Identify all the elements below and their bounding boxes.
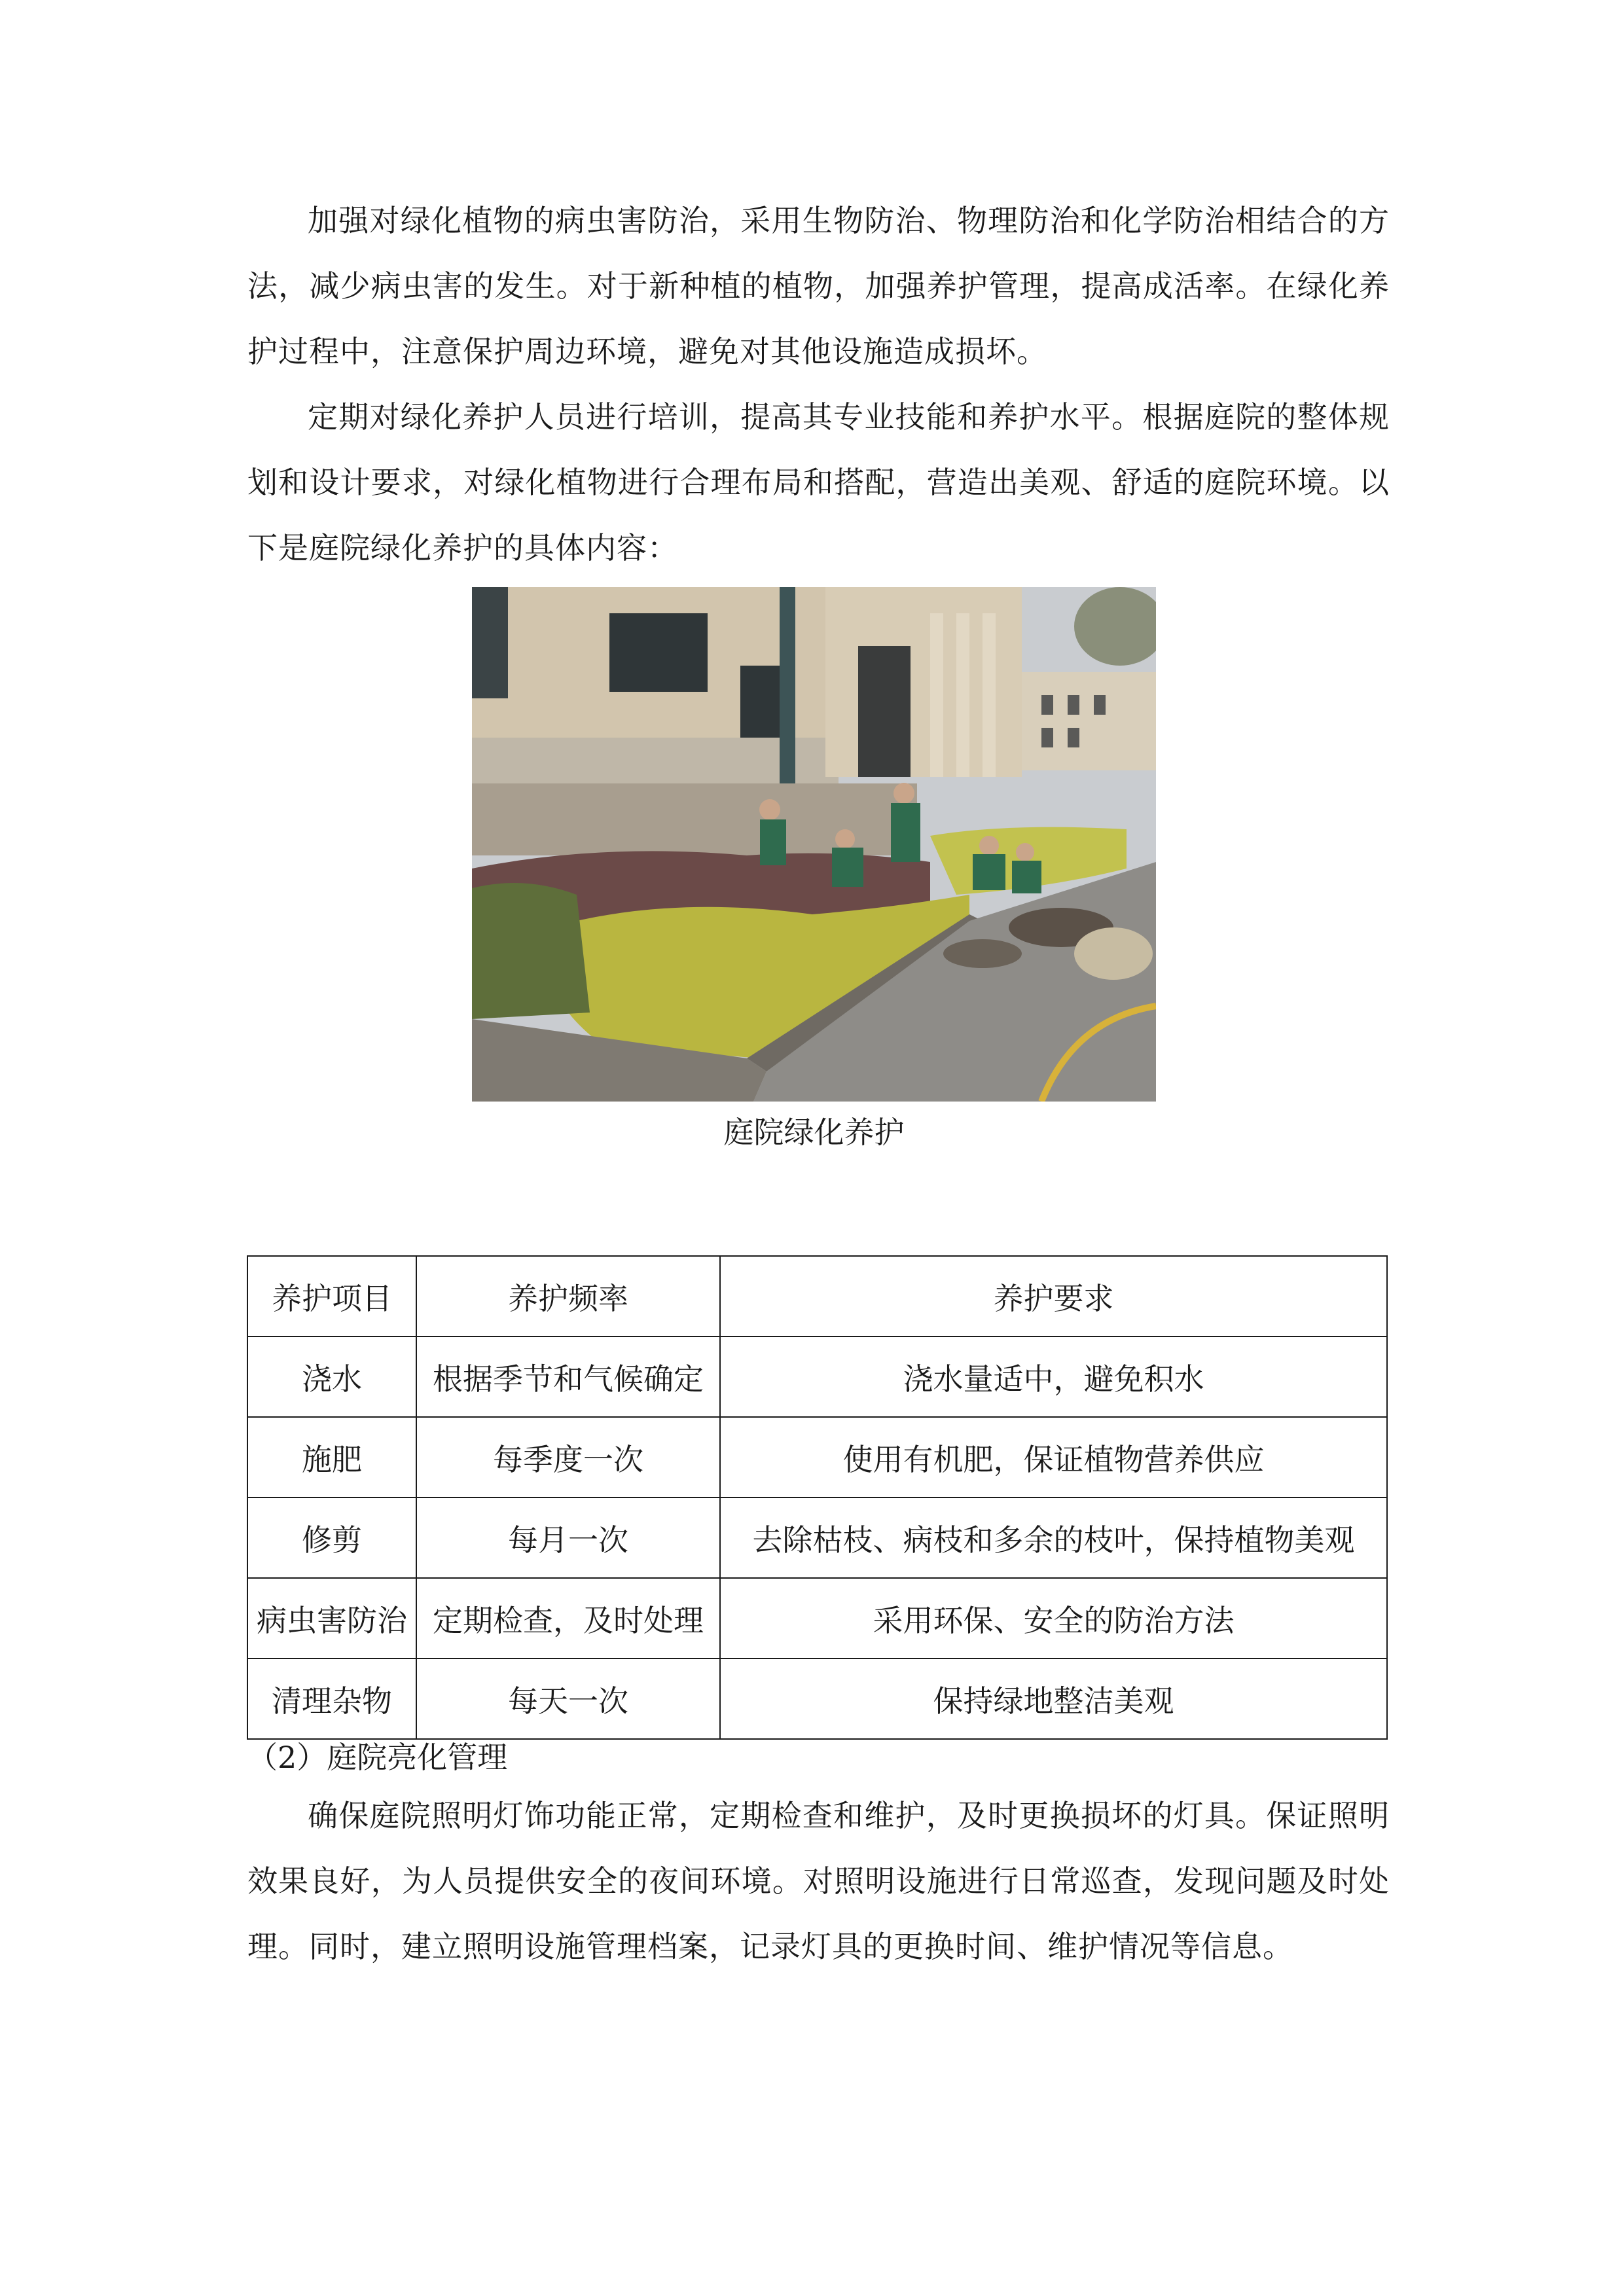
figure-caption: 庭院绿化养护 <box>723 1115 905 1150</box>
table-header-cell: 养护项目 <box>247 1256 416 1336</box>
table-cell: 施肥 <box>247 1417 416 1498</box>
table-cell: 清理杂物 <box>247 1659 416 1739</box>
table-cell: 去除枯枝、病枝和多余的枝叶，保持植物美观 <box>720 1498 1387 1578</box>
paragraph-pest-control: 加强对绿化植物的病虫害防治，采用生物防治、物理防治和化学防治相结合的方法，减少病虫害的发生。对于新种植的植物，加强养护管理，提高成活率。在绿化养护过程中，注意保护周边环境，避免对其他设施造成损坏。 <box>247 203 1390 369</box>
table-row <box>247 1498 1387 1578</box>
table-row <box>247 1336 1387 1417</box>
table-cell: 每月一次 <box>416 1498 720 1578</box>
table-row <box>247 1417 1387 1498</box>
table-cell: 浇水 <box>247 1336 416 1417</box>
courtyard-greening-photo <box>472 587 1156 1102</box>
table-row <box>247 1659 1387 1739</box>
table-cell: 浇水量适中，避免积水 <box>720 1336 1387 1417</box>
table-cell: 每天一次 <box>416 1659 720 1739</box>
paragraph-lighting-management: 确保庭院照明灯饰功能正常，定期检查和维护，及时更换损坏的灯具。保证照明效果良好，为人员提供安全的夜间环境。对照明设施进行日常巡查，发现问题及时处理。同时，建立照明设施管理档案，记录灯具的更换时间、维护情况等信息。 <box>247 1798 1390 1964</box>
table-cell: 保持绿地整洁美观 <box>720 1659 1387 1739</box>
table-cell: 采用环保、安全的防治方法 <box>720 1578 1387 1659</box>
table-cell: 病虫害防治 <box>247 1578 416 1659</box>
table-cell: 修剪 <box>247 1498 416 1578</box>
table-header-cell: 养护要求 <box>720 1256 1387 1336</box>
table-header-cell: 养护频率 <box>416 1256 720 1336</box>
table-cell: 使用有机肥，保证植物营养供应 <box>720 1417 1387 1498</box>
table-row <box>247 1578 1387 1659</box>
photo-illustration <box>472 587 1156 1102</box>
greening-maintenance-table <box>247 1255 1388 1740</box>
section-heading: （2）庭院亮化管理 <box>247 1740 508 1775</box>
paragraph-staff-training: 定期对绿化养护人员进行培训，提高其专业技能和养护水平。根据庭院的整体规划和设计要求，对绿化植物进行合理布局和搭配，营造出美观、舒适的庭院环境。以下是庭院绿化养护的具体内容： <box>247 399 1390 565</box>
table-cell: 每季度一次 <box>416 1417 720 1498</box>
table-header-row <box>247 1256 1387 1336</box>
table-cell: 根据季节和气候确定 <box>416 1336 720 1417</box>
table-cell: 定期检查，及时处理 <box>416 1578 720 1659</box>
